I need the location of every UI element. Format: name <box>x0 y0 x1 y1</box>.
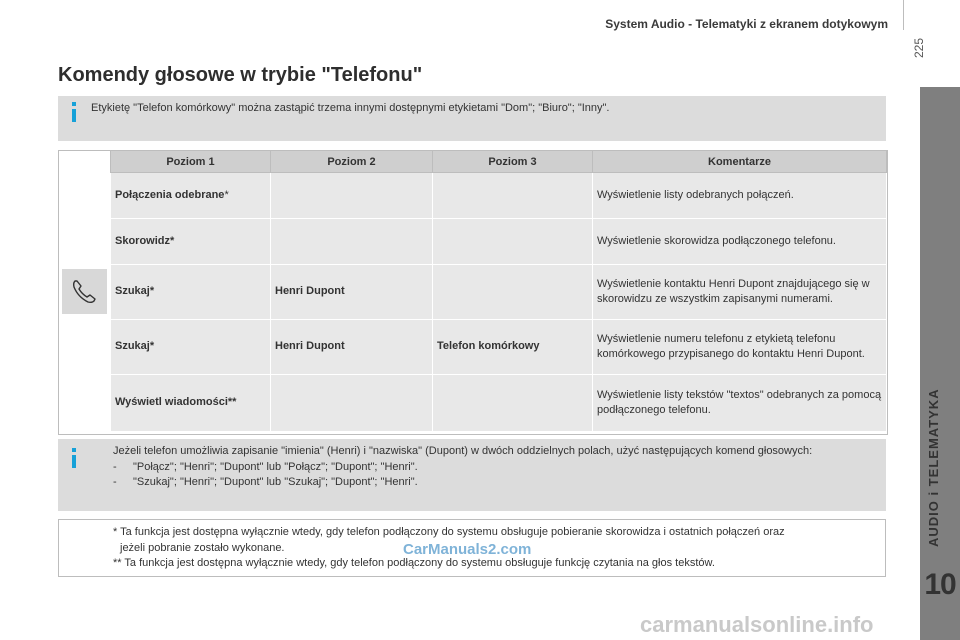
level3-cell: Telefon komórkowy <box>433 320 593 375</box>
level1-cell: Wyświetl wiadomości** <box>111 375 271 432</box>
footnote: * Ta funkcja jest dostępna wyłącznie wtedy, gdy telefon podłączony do systemu obsługuje pobieranie skorowidza i ostatnich połączeń oraz <box>113 526 785 538</box>
column-header: Poziom 3 <box>433 151 593 173</box>
comment-cell: Wyświetlenie listy tekstów "textos" odebranych za pomocą podłączonego telefonu. <box>593 375 887 432</box>
info-text-top: Etykietę "Telefon komórkowy" można zastąpić trzema innymi dostępnymi etykietami "Dom"; "Biuro"; "Inny". <box>91 102 610 114</box>
page-heading: Komendy głosowe w trybie "Telefonu" <box>58 64 423 86</box>
level1-cell <box>111 173 271 219</box>
watermark-bottom: carmanualsonline.info <box>640 612 874 637</box>
footnote-continued: jeżeli pobranie zostało wykonane. <box>120 541 285 554</box>
list-dash: - <box>113 460 117 473</box>
page-number: 225 <box>912 37 926 58</box>
chapter-label: AUDIO i TELEMATYKA <box>926 388 941 547</box>
level2-cell <box>271 375 433 432</box>
phone-icon <box>62 269 107 314</box>
phone-icon-box <box>62 269 107 314</box>
table-header-row <box>111 151 887 173</box>
table-row <box>111 375 887 432</box>
table-row <box>111 219 887 265</box>
column-header: Poziom 2 <box>271 151 433 173</box>
comment-cell: Wyświetlenie kontaktu Henri Dupont znajdującego się w skorowidzu ze wszystkim zapisanymi numerami. <box>593 265 887 320</box>
table-row <box>111 320 887 375</box>
comment-cell: Wyświetlenie numeru telefonu z etykietą telefonu komórkowego przypisanego do kontaktu Henri Dupont. <box>593 320 887 375</box>
comment-cell: Wyświetlenie skorowidza podłączonego telefonu. <box>593 219 887 265</box>
header-title: System Audio - Telematyki z ekranem dotykowym <box>605 17 888 31</box>
table-row <box>111 265 887 320</box>
watermark-top: CarManuals2.com <box>403 541 532 558</box>
level1-cell: Skorowidz* <box>111 219 271 265</box>
column-header: Poziom 1 <box>111 151 271 173</box>
chapter-number: 10 <box>924 568 956 601</box>
list-dash: - <box>113 476 117 488</box>
level3-cell <box>433 219 593 265</box>
level3-cell <box>433 265 593 320</box>
info-icon <box>67 446 81 475</box>
header-divider <box>903 0 904 30</box>
level2-cell <box>271 219 433 265</box>
list-item-text: "Szukaj"; "Henri"; "Dupont" lub "Szukaj"; "Dupont"; "Henri". <box>133 476 418 488</box>
level1-text: Połączenia odebrane <box>115 188 225 201</box>
footnote-marker: * <box>224 188 229 201</box>
list-item-text: "Połącz"; "Henri"; "Dupont" lub "Połącz"; "Dupont"; "Henri". <box>133 460 418 473</box>
level2-cell <box>271 173 433 219</box>
table-row <box>111 173 887 219</box>
list-item <box>113 460 878 476</box>
level2-cell: Henri Dupont <box>271 265 433 320</box>
level3-cell <box>433 173 593 219</box>
info-icon <box>67 100 81 129</box>
column-header: Komentarze <box>593 151 887 173</box>
footnote: ** Ta funkcja jest dostępna wyłącznie wtedy, gdy telefon podłączony do systemu obsługuje funkcję czytania na głos tekstów. <box>113 557 715 569</box>
level1-cell: Szukaj* <box>111 320 271 375</box>
info-paragraph: Jeżeli telefon umożliwia zapisanie "imienia" (Henri) i "nazwiska" (Dupont) w dwóch oddzielnych polach, użyć następujących komend głosowych: <box>113 445 813 457</box>
commands-table <box>110 150 887 432</box>
comment-cell: Wyświetlenie listy odebranych połączeń. <box>593 173 887 219</box>
info-text-bottom <box>113 444 878 491</box>
list-item <box>113 475 878 491</box>
level3-cell <box>433 375 593 432</box>
level1-cell: Szukaj* <box>111 265 271 320</box>
level2-cell: Henri Dupont <box>271 320 433 375</box>
